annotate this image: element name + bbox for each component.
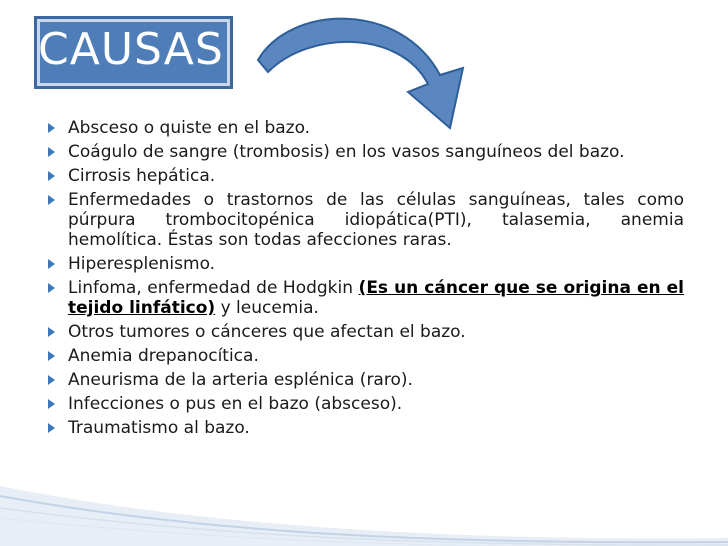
bullet-triangle-icon [48, 171, 55, 181]
bullet-triangle-icon [48, 375, 55, 385]
list-item-text: Traumatismo al bazo. [68, 418, 250, 438]
list-item [48, 278, 684, 318]
list-item [48, 394, 684, 414]
list-item [48, 166, 684, 186]
list-item-text: y leucemia. [215, 298, 319, 318]
list-item [48, 190, 684, 250]
causes-list [48, 118, 684, 442]
bullet-triangle-icon [48, 351, 55, 361]
list-item-text: Infecciones o pus en el bazo (absceso). [68, 394, 403, 414]
bullet-triangle-icon [48, 399, 55, 409]
list-item [48, 370, 684, 390]
list-item [48, 142, 684, 162]
bullet-triangle-icon [48, 195, 55, 205]
list-item-text: Hiperesplenismo. [68, 254, 216, 274]
list-item [48, 322, 684, 342]
bullet-triangle-icon [48, 423, 55, 433]
bullet-triangle-icon [48, 327, 55, 337]
list-item-text: Coágulo de sangre (trombosis) en los vasos sanguíneos del bazo. [68, 142, 625, 162]
list-item-text: Linfoma, enfermedad de Hodgkin [68, 278, 359, 298]
list-item-text: Enfermedades o trastornos de las células sanguíneas, tales como púrpura trombocitopénica idiopática(PTI), talasemia, anemia hemolítica. Éstas son todas afecciones raras. [68, 190, 684, 250]
list-item-text: Otros tumores o cánceres que afectan el bazo. [68, 322, 466, 342]
slide-title: CAUSAS [38, 24, 224, 75]
bullet-triangle-icon [48, 283, 55, 293]
list-item [48, 346, 684, 366]
bullet-triangle-icon [48, 259, 55, 269]
list-item [48, 418, 684, 438]
list-item [48, 254, 684, 274]
bullet-triangle-icon [48, 147, 55, 157]
list-item-text: Absceso o quiste en el bazo. [68, 118, 311, 138]
list-item-text: Cirrosis hepática. [68, 166, 216, 186]
list-item-text: Anemia drepanocítica. [68, 346, 259, 366]
decorative-wave [0, 456, 728, 546]
bullet-triangle-icon [48, 123, 55, 133]
list-item [48, 118, 684, 138]
list-item-text: Aneurisma de la arteria esplénica (raro). [68, 370, 413, 390]
highlighted-text: (Es un cáncer que se origina en el tejido linfático) [68, 278, 684, 318]
